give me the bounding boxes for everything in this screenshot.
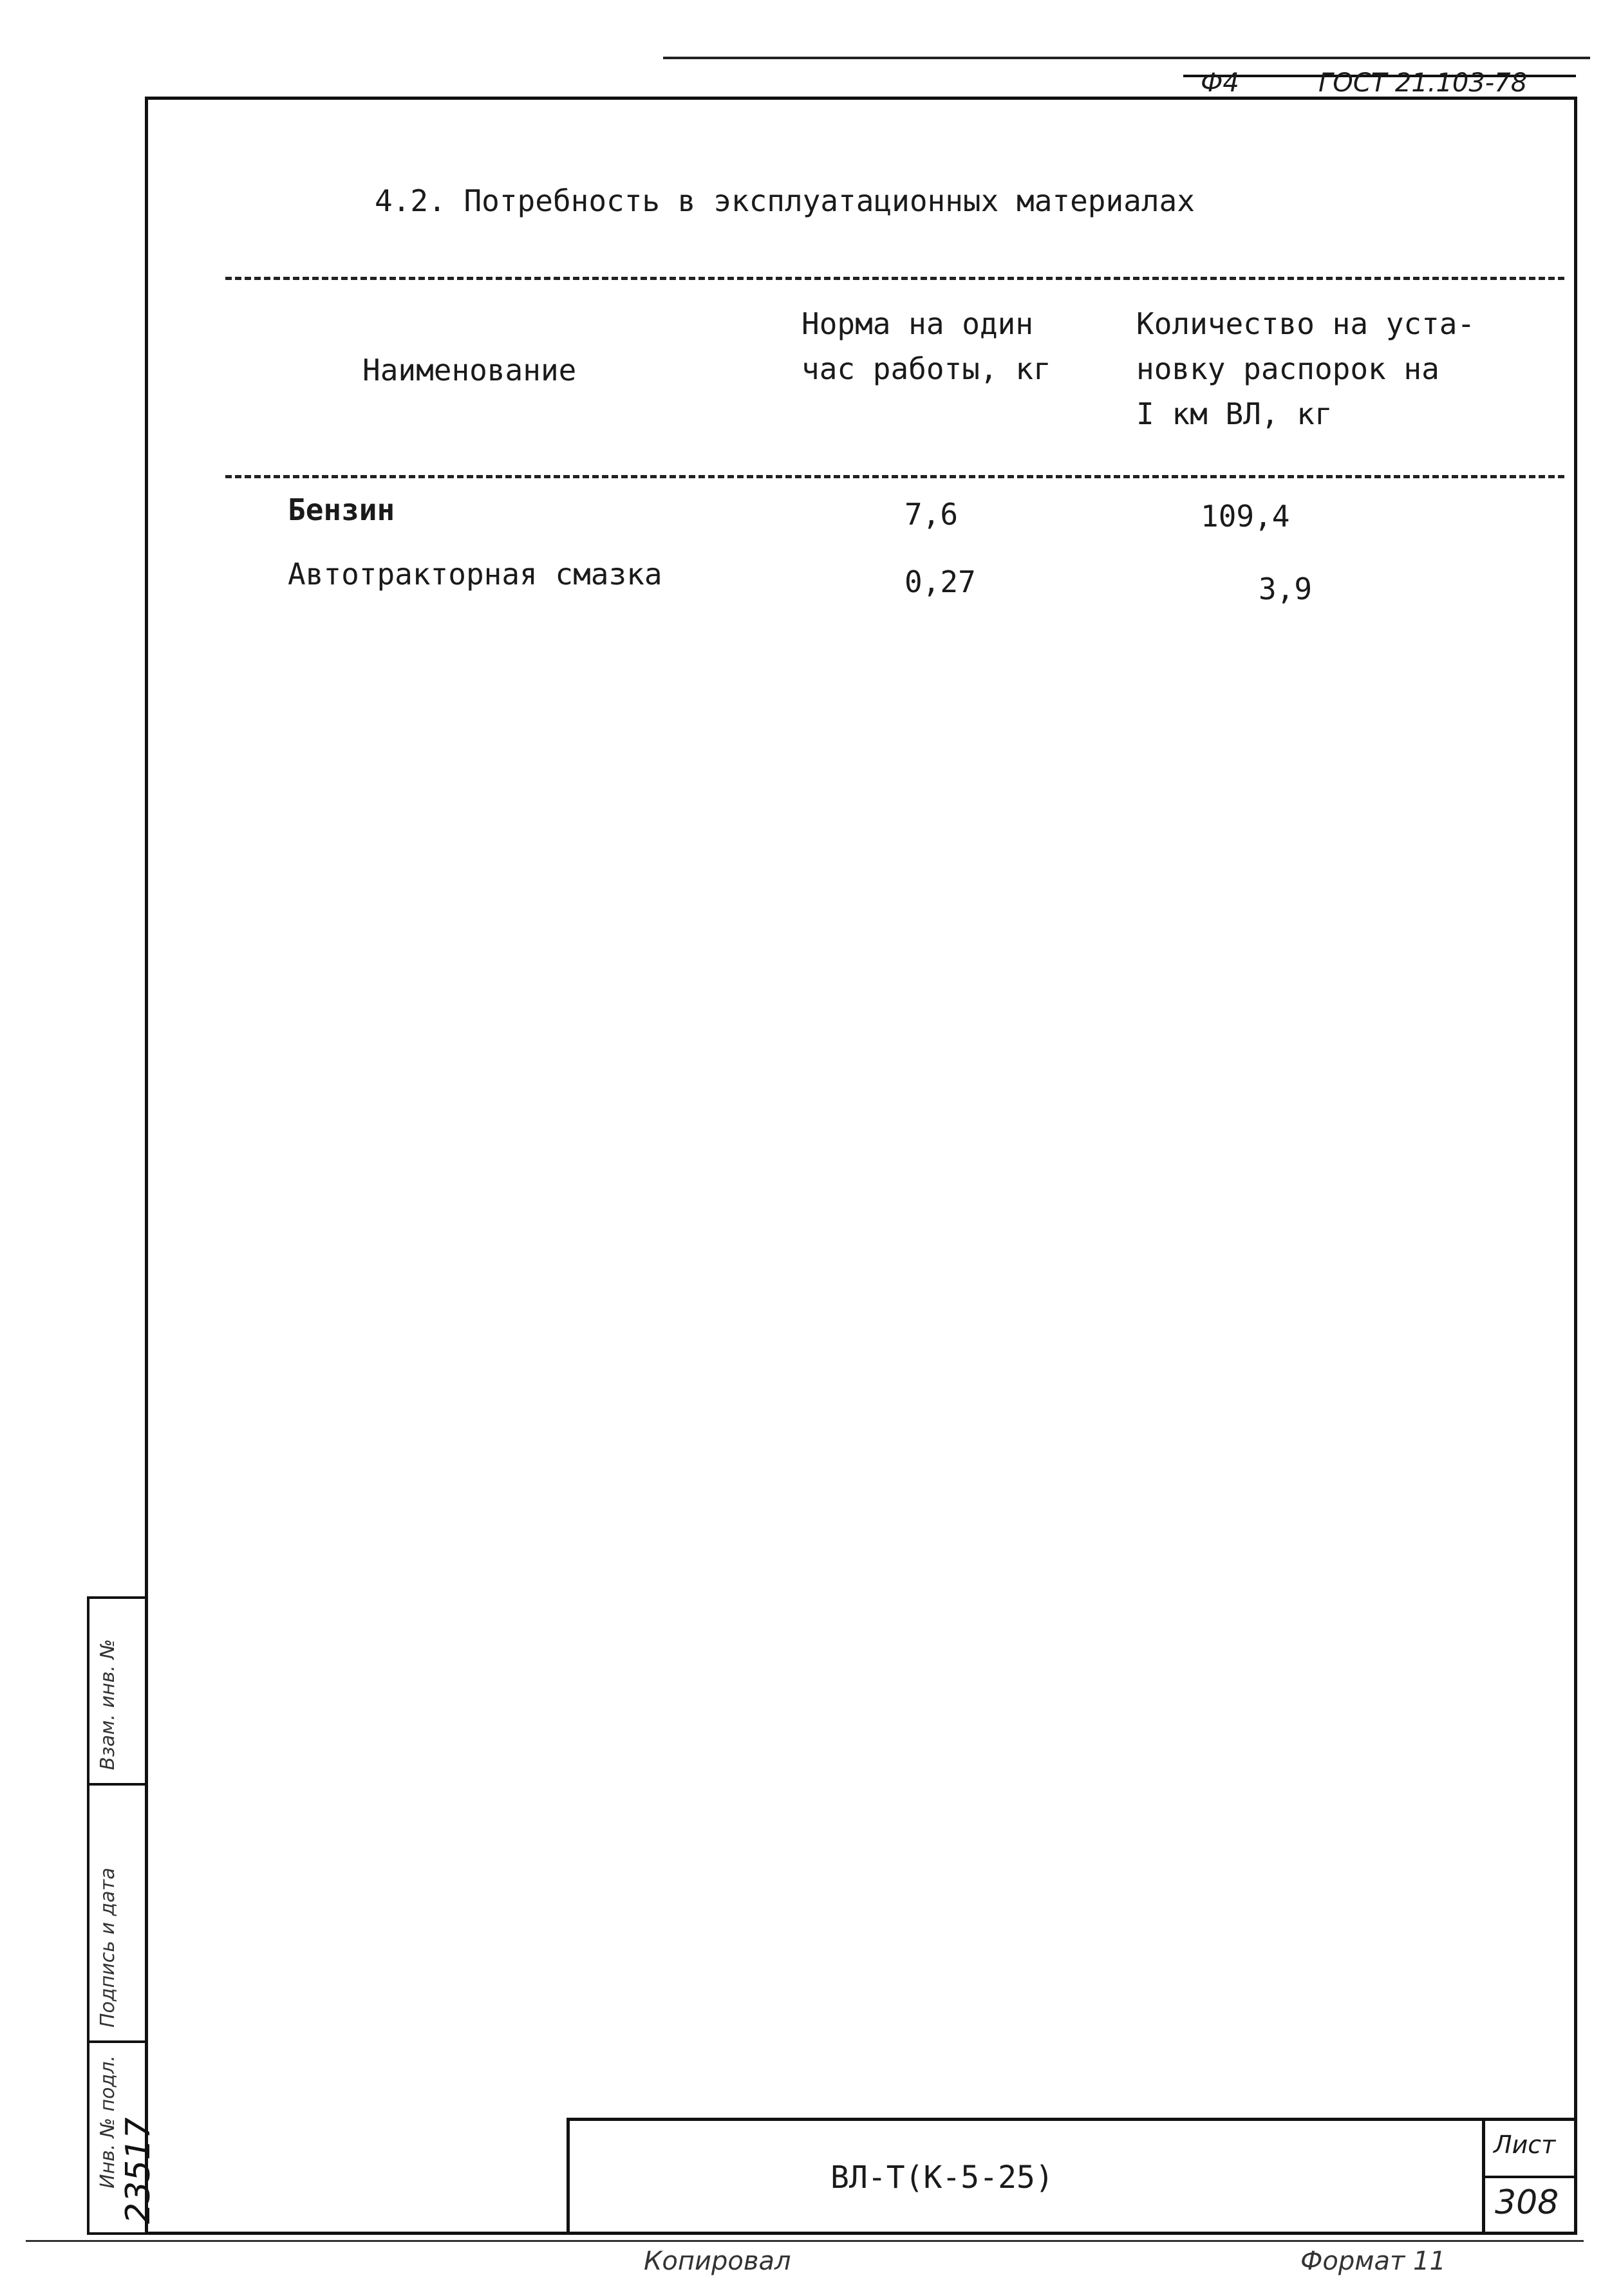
table-top-rule <box>225 277 1564 280</box>
form-label: Ф4 <box>1201 68 1239 98</box>
sheet-label: Лист <box>1494 2131 1556 2159</box>
column-header-norm <box>801 301 1051 391</box>
title-block <box>567 2118 1577 2235</box>
column-header-name-line: Наименование <box>362 353 577 387</box>
side-stamp-divider <box>87 1783 148 1786</box>
side-field-signature-date: Подпись и дата <box>97 1867 119 2028</box>
standard-label: ГОСТ 21.103-78 <box>1318 68 1528 98</box>
side-stamp-divider <box>87 2040 148 2043</box>
document-designation: ВЛ-Т(К-5-25) <box>830 2160 1054 2196</box>
inv-number: 23517 <box>119 2117 158 2224</box>
footer-copied: Копировал <box>644 2246 791 2276</box>
row-norm: 0,27 <box>904 565 976 599</box>
footer-rule <box>26 2240 1584 2242</box>
footer-format: Формат 11 <box>1300 2246 1446 2276</box>
row-norm: 7,6 <box>904 497 959 532</box>
side-field-replace-inv: Взам. инв. № <box>97 1639 119 1770</box>
column-header-norm-line-1: Норма на один <box>801 306 1034 341</box>
column-header-norm-line-2: час работы, кг <box>801 351 1051 386</box>
sheet-box-divider <box>1482 2176 1577 2178</box>
side-field-inv-original: Инв. № подл. <box>97 2055 119 2189</box>
row-name: Автотракторная смазка <box>288 557 662 592</box>
column-header-quantity-line-1: Количество на уста- <box>1136 306 1476 341</box>
table-header-rule <box>225 475 1564 478</box>
column-header-name <box>362 348 576 393</box>
row-quantity: 3,9 <box>1259 572 1313 606</box>
section-title: 4.2. Потребность в эксплуатационных материалах <box>375 183 1195 218</box>
column-header-quantity-line-2: новку распорок на <box>1136 351 1439 386</box>
sheet-number: 308 <box>1495 2183 1559 2222</box>
row-name: Бензин <box>288 492 395 527</box>
column-header-quantity <box>1136 301 1475 436</box>
column-header-quantity-line-3: I км ВЛ, кг <box>1136 397 1333 431</box>
row-quantity: 109,4 <box>1201 499 1290 534</box>
top-rule <box>663 57 1590 59</box>
